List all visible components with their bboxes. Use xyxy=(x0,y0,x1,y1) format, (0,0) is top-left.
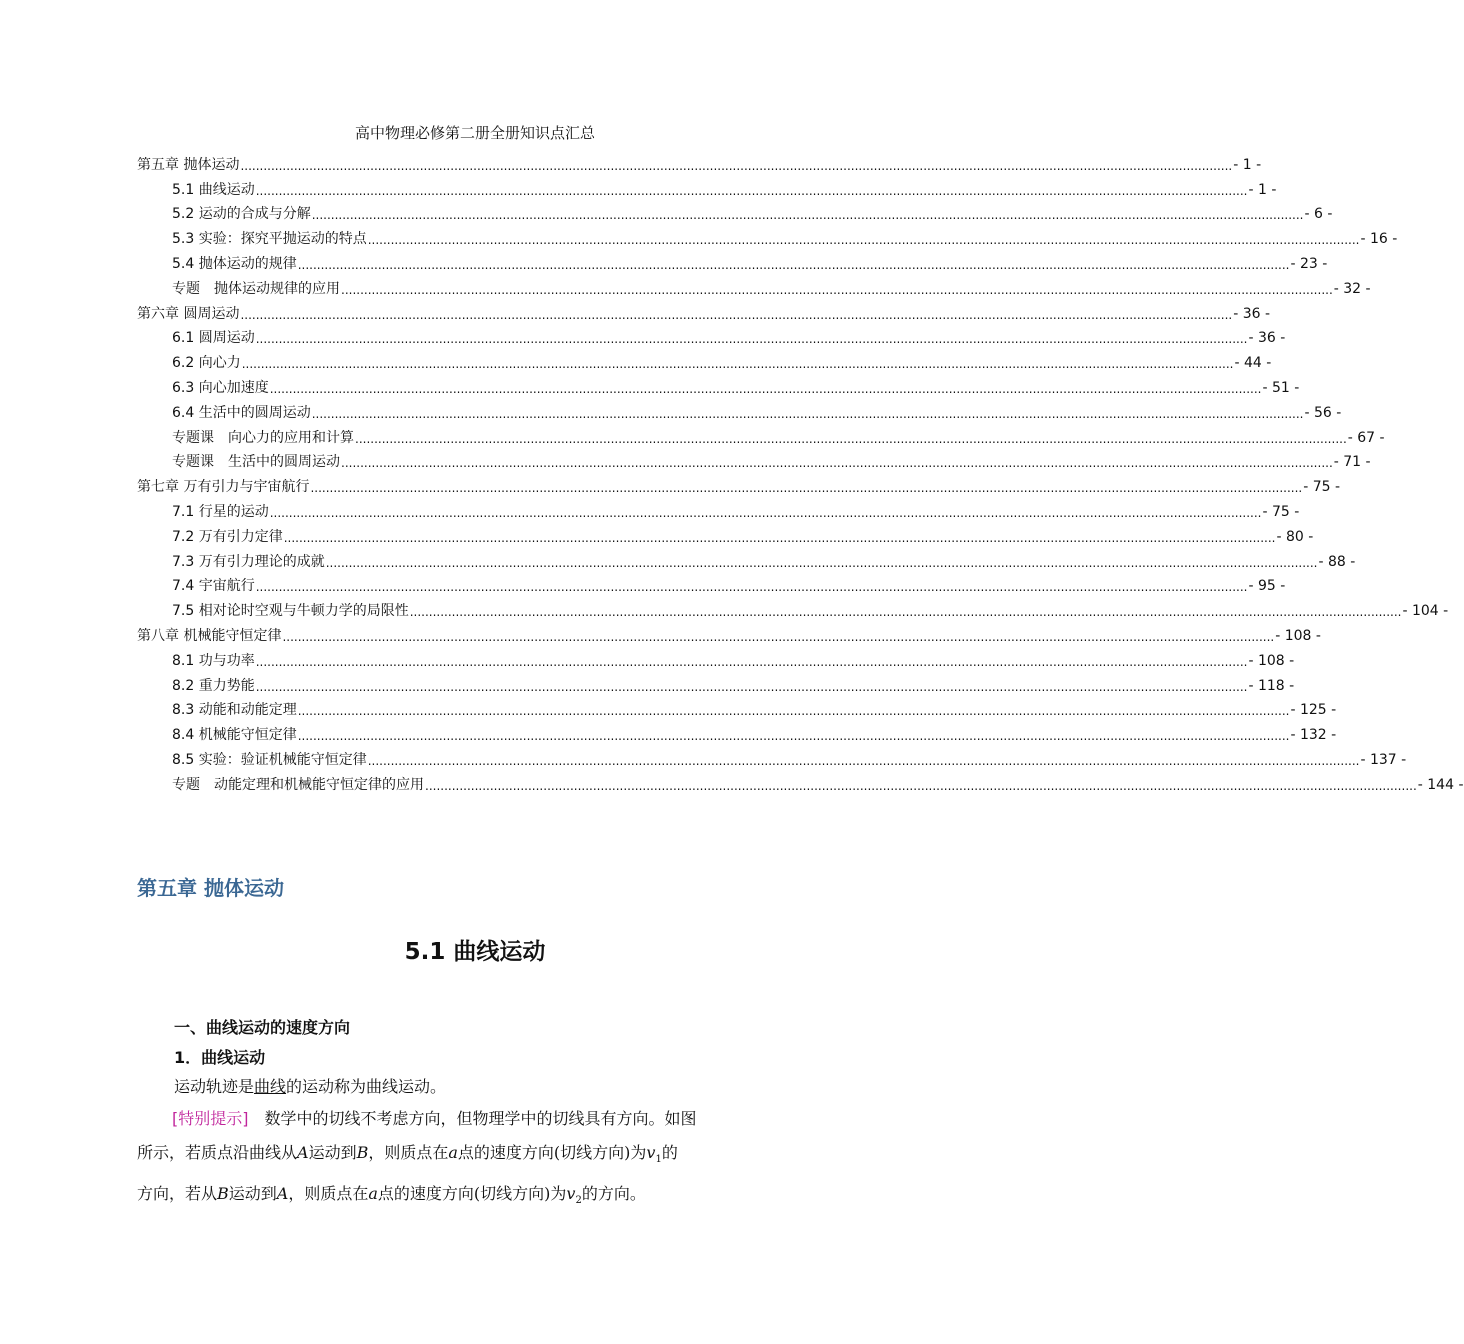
toc-leader-dots: .................................................................................................................................................................................................................................................................... xyxy=(240,307,1233,322)
toc-entry-label: 6.3 向心加速度 xyxy=(172,379,269,396)
toc-entry[interactable] xyxy=(137,572,1286,597)
toc-entry[interactable] xyxy=(137,423,1385,448)
toc-entry[interactable] xyxy=(137,150,1262,175)
toc-entry[interactable] xyxy=(137,324,1286,349)
toc-entry[interactable] xyxy=(137,547,1356,572)
toc-entry-page: - 108 - xyxy=(1248,652,1295,669)
toc-entry-label: 第五章 抛体运动 xyxy=(137,156,240,173)
toc-entry[interactable] xyxy=(137,249,1328,274)
chapter-heading: 第五章 抛体运动 xyxy=(137,876,284,900)
toc-leader-dots: .................................................................................................................................................................................................................................................................... xyxy=(269,381,1262,396)
toc-entry-page: - 132 - xyxy=(1290,727,1337,744)
toc-entry-page: - 80 - xyxy=(1276,528,1314,545)
toc-entry-page: - 144 - xyxy=(1417,776,1464,793)
toc-entry-label: 7.4 宇宙航行 xyxy=(172,578,255,595)
toc-entry-page: - 36 - xyxy=(1233,305,1271,322)
underlined-term: 曲线 xyxy=(254,1077,287,1096)
toc-entry-label: 8.1 功与功率 xyxy=(172,652,255,669)
toc-entry-label: 专题 抛体运动规律的应用 xyxy=(172,280,340,297)
toc-entry[interactable] xyxy=(137,745,1407,770)
toc-entry-page: - 71 - xyxy=(1333,454,1371,471)
toc-entry-label: 7.2 万有引力定律 xyxy=(172,528,283,545)
toc-leader-dots: .................................................................................................................................................................................................................................................................... xyxy=(297,729,1290,744)
toc-entry-page: - 137 - xyxy=(1360,751,1407,768)
toc-entry[interactable] xyxy=(137,175,1277,200)
toc-leader-dots: .................................................................................................................................................................................................................................................................... xyxy=(425,778,1417,793)
toc-leader-dots: .................................................................................................................................................................................................................................................................... xyxy=(255,654,1248,669)
table-of-contents xyxy=(137,150,1464,795)
tip-paragraph xyxy=(137,1102,815,1218)
toc-entry-label: 6.1 圆周运动 xyxy=(172,330,255,347)
toc-entry[interactable] xyxy=(137,299,1271,324)
toc-entry-label: 5.3 实验：探究平抛运动的特点 xyxy=(172,231,367,248)
toc-leader-dots: .................................................................................................................................................................................................................................................................... xyxy=(240,158,1233,173)
toc-entry[interactable] xyxy=(137,448,1371,473)
toc-leader-dots: .................................................................................................................................................................................................................................................................... xyxy=(367,753,1360,768)
toc-entry-label: 6.4 生活中的圆周运动 xyxy=(172,404,311,421)
toc-entry-page: - 75 - xyxy=(1303,479,1341,496)
toc-entry-page: - 67 - xyxy=(1347,429,1385,446)
toc-entry[interactable] xyxy=(137,472,1341,497)
toc-entry-page: - 16 - xyxy=(1360,231,1398,248)
toc-entry-page: - 36 - xyxy=(1248,330,1286,347)
toc-leader-dots: .................................................................................................................................................................................................................................................................... xyxy=(255,580,1248,595)
toc-entry[interactable] xyxy=(137,398,1342,423)
toc-entry-label: 第六章 圆周运动 xyxy=(137,305,240,322)
document-title: 高中物理必修第二册全册知识点汇总 xyxy=(354,124,595,142)
toc-entry[interactable] xyxy=(137,373,1300,398)
toc-leader-dots: .................................................................................................................................................................................................................................................................... xyxy=(325,555,1318,570)
toc-entry-label: 专题课 向心力的应用和计算 xyxy=(172,429,354,446)
toc-entry[interactable] xyxy=(137,596,1449,621)
toc-entry-page: - 88 - xyxy=(1318,553,1356,570)
toc-entry[interactable] xyxy=(137,770,1464,795)
toc-entry-label: 8.3 动能和动能定理 xyxy=(172,702,297,719)
toc-leader-dots: .................................................................................................................................................................................................................................................................... xyxy=(255,183,1248,198)
toc-entry[interactable] xyxy=(137,274,1371,299)
toc-leader-dots: .................................................................................................................................................................................................................................................................... xyxy=(297,704,1290,719)
toc-entry-page: - 1 - xyxy=(1248,181,1277,198)
tip-line-2: 所示，若质点沿曲线从A运动到B，则质点在a点的速度方向(切线方向)为$v_1$的 xyxy=(137,1143,678,1166)
toc-leader-dots: .................................................................................................................................................................................................................................................................... xyxy=(255,332,1248,347)
toc-entry[interactable] xyxy=(137,497,1300,522)
toc-entry-page: - 118 - xyxy=(1248,677,1295,694)
toc-entry-page: - 51 - xyxy=(1262,379,1300,396)
toc-entry-label: 8.4 机械能守恒定律 xyxy=(172,727,297,744)
tip-line-1: [特别提示] 数学中的切线不考虑方向，但物理学中的切线具有方向。如图 xyxy=(172,1109,697,1128)
toc-entry-page: - 56 - xyxy=(1304,404,1342,421)
toc-leader-dots: .................................................................................................................................................................................................................................................................... xyxy=(310,481,1303,496)
toc-entry-page: - 75 - xyxy=(1262,503,1300,520)
toc-entry[interactable] xyxy=(137,621,1321,646)
toc-leader-dots: .................................................................................................................................................................................................................................................................... xyxy=(311,406,1304,421)
toc-leader-dots: .................................................................................................................................................................................................................................................................... xyxy=(297,257,1290,272)
toc-entry-page: - 23 - xyxy=(1290,255,1328,272)
subheading-curvilinear-motion: 1．曲线运动 xyxy=(174,1048,266,1067)
toc-entry-label: 5.2 运动的合成与分解 xyxy=(172,206,311,223)
toc-entry-label: 第八章 机械能守恒定律 xyxy=(137,627,282,644)
toc-leader-dots: .................................................................................................................................................................................................................................................................... xyxy=(341,456,1333,471)
toc-leader-dots: .................................................................................................................................................................................................................................................................... xyxy=(341,282,1333,297)
tip-label: [特别提示] xyxy=(172,1109,249,1128)
toc-entry[interactable] xyxy=(137,720,1337,745)
toc-entry-page: - 44 - xyxy=(1234,355,1272,372)
toc-entry[interactable] xyxy=(137,671,1295,696)
toc-leader-dots: .................................................................................................................................................................................................................................................................... xyxy=(282,629,1275,644)
toc-entry-label: 7.3 万有引力理论的成就 xyxy=(172,553,325,570)
toc-entry[interactable] xyxy=(137,200,1333,225)
toc-leader-dots: .................................................................................................................................................................................................................................................................... xyxy=(355,431,1347,446)
toc-entry-label: 第七章 万有引力与宇宙航行 xyxy=(137,479,310,496)
toc-entry-label: 6.2 向心力 xyxy=(172,355,241,372)
toc-leader-dots: .................................................................................................................................................................................................................................................................... xyxy=(311,208,1304,223)
toc-leader-dots: .................................................................................................................................................................................................................................................................... xyxy=(283,530,1276,545)
section-heading: 5.1 曲线运动 xyxy=(404,939,546,965)
toc-entry-label: 5.4 抛体运动的规律 xyxy=(172,255,297,272)
toc-leader-dots: .................................................................................................................................................................................................................................................................... xyxy=(241,357,1234,372)
definition-paragraph: 运动轨迹是曲线的运动称为曲线运动。 xyxy=(174,1077,447,1096)
toc-entry[interactable] xyxy=(137,348,1272,373)
tip-line-3: 方向，若从B运动到A，则质点在a点的速度方向(切线方向)为$v_2$的方向。 xyxy=(137,1184,646,1207)
toc-entry-label: 7.1 行星的运动 xyxy=(172,503,269,520)
toc-entry-label: 8.2 重力势能 xyxy=(172,677,255,694)
toc-entry-page: - 108 - xyxy=(1275,627,1321,644)
toc-entry-label: 5.1 曲线运动 xyxy=(172,181,255,198)
toc-leader-dots: .................................................................................................................................................................................................................................................................... xyxy=(255,679,1248,694)
toc-entry-label: 8.5 实验：验证机械能守恒定律 xyxy=(172,751,367,768)
toc-entry[interactable] xyxy=(137,522,1314,547)
toc-leader-dots: .................................................................................................................................................................................................................................................................... xyxy=(269,505,1262,520)
toc-entry[interactable] xyxy=(137,696,1337,721)
toc-entry-page: - 95 - xyxy=(1248,578,1286,595)
toc-entry-page: - 32 - xyxy=(1333,280,1371,297)
toc-entry-page: - 1 - xyxy=(1233,156,1262,173)
toc-entry-page: - 104 - xyxy=(1402,603,1449,620)
subheading-velocity-direction: 一、曲线运动的速度方向 xyxy=(174,1018,351,1037)
toc-entry-label: 专题课 生活中的圆周运动 xyxy=(172,454,340,471)
toc-entry-page: - 125 - xyxy=(1290,702,1337,719)
toc-leader-dots: .................................................................................................................................................................................................................................................................... xyxy=(367,233,1360,248)
toc-entry-label: 专题 动能定理和机械能守恒定律的应用 xyxy=(172,776,424,793)
toc-entry[interactable] xyxy=(137,224,1398,249)
toc-leader-dots: .................................................................................................................................................................................................................................................................... xyxy=(409,605,1402,620)
toc-entry-page: - 6 - xyxy=(1304,206,1333,223)
toc-entry-label: 7.5 相对论时空观与牛顿力学的局限性 xyxy=(172,603,409,620)
toc-entry[interactable] xyxy=(137,646,1295,671)
